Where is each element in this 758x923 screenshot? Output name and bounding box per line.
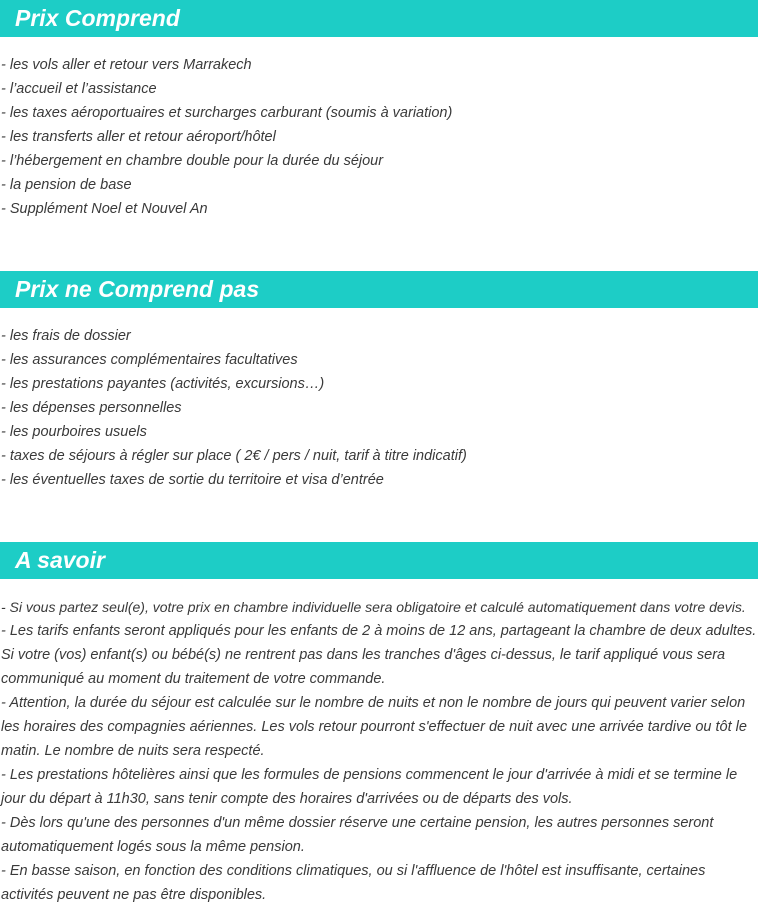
list-item: - Supplément Noel et Nouvel An (1, 201, 208, 217)
a-savoir-heading: A savoir (0, 542, 758, 579)
list-item: - les éventuelles taxes de sortie du territoire et visa d’entrée (1, 472, 384, 488)
a-savoir-section (0, 542, 758, 907)
paragraph: - Les tarifs enfants seront appliqués pour les enfants de 2 à moins de 12 ans, partageant la chambre de deux adultes. (1, 623, 757, 639)
list-item: - les prestations payantes (activités, excursions…) (1, 376, 325, 392)
prix-ne-comprend-pas-list (0, 324, 758, 492)
paragraph: - Attention, la durée du séjour est calculée sur le nombre de nuits et non le nombre de jours qui peuvent varier selon les horaires des compagnies aériennes. Les vols retour pourront s'effectuer de nuit avec une arrivée tardive ou tôt le matin. Le nombre de nuits sera respecté. (1, 695, 747, 759)
list-item: - les dépenses personnelles (1, 400, 182, 416)
list-item: - les pourboires usuels (1, 424, 147, 440)
paragraph: Si votre (vos) enfant(s) ou bébé(s) ne rentrent pas dans les tranches d'âges ci-dessus, le tarif appliqué vous sera communiqué au moment du traitement de votre commande. (1, 647, 726, 687)
prix-comprend-list (0, 53, 758, 221)
list-item: - les assurances complémentaires facultatives (1, 352, 298, 368)
list-item: - l’accueil et l’assistance (1, 81, 157, 97)
list-item: - les transferts aller et retour aéroport/hôtel (1, 129, 276, 145)
paragraph: - Si vous partez seul(e), votre prix en chambre individuelle sera obligatoire et calculé automatiquement dans votre devis. (1, 599, 746, 615)
prix-comprend-heading: Prix Comprend (0, 0, 758, 37)
list-item: - l’hébergement en chambre double pour la durée du séjour (1, 153, 384, 169)
list-item: - la pension de base (1, 177, 132, 193)
prix-ne-comprend-pas-section (0, 271, 758, 492)
prix-ne-comprend-pas-heading: Prix ne Comprend pas (0, 271, 758, 308)
paragraph: - Dès lors qu'une des personnes d'un même dossier réserve une certaine pension, les autres personnes seront automatiquement logés sous la même pension. (1, 815, 714, 855)
prix-comprend-section (0, 0, 758, 221)
paragraph: - En basse saison, en fonction des conditions climatiques, ou si l'affluence de l'hôtel est insuffisante, certaines activités peuvent ne pas être disponibles. (1, 863, 706, 903)
list-item: - les taxes aéroportuaires et surcharges carburant (soumis à variation) (1, 105, 453, 121)
list-item: - les frais de dossier (1, 328, 131, 344)
list-item: - les vols aller et retour vers Marrakech (1, 57, 252, 73)
list-item: - taxes de séjours à régler sur place ( 2€ / pers / nuit, tarif à titre indicatif) (1, 448, 467, 464)
a-savoir-text (0, 595, 758, 907)
paragraph: - Les prestations hôtelières ainsi que les formules de pensions commencent le jour d'arrivée à midi et se termine le jour du départ à 11h30, sans tenir compte des horaires d'arrivées ou de départs des vols. (1, 767, 738, 807)
